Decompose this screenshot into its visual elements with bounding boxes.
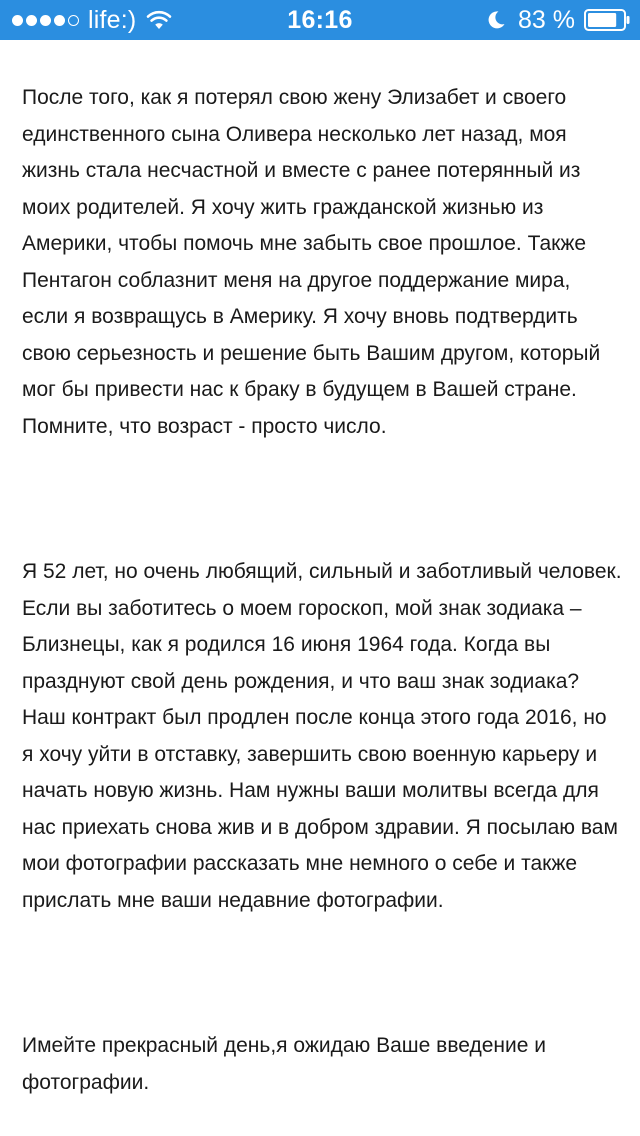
battery-icon bbox=[584, 9, 630, 31]
status-right bbox=[486, 0, 630, 40]
message-paragraph: После того, как я потерял свою жену Элизабет и своего единственного сына Оливера несколько лет назад, моя жизнь стала несчастной и вместе с ранее потерянный из моих родителей. Я хочу жить гражданской жизнью из Америки, чтобы помочь мне забыть свое прошлое. Также Пентагон соблазнит меня на другое поддержание мира, если я возвращусь в Америку. Я хочу вновь подтвердить свою серьезность и решение быть Вашим другом, который мог бы привести нас к браку в будущем в Вашей стране. Помните, что возраст - просто число. bbox=[22, 86, 601, 438]
do-not-disturb-moon-icon bbox=[486, 10, 506, 30]
status-time: 16:16 bbox=[287, 6, 353, 34]
message-paragraph: Имейте прекрасный день,я ожидаю Ваше введение и фотографии. bbox=[22, 1034, 546, 1094]
carrier-name: life:) bbox=[88, 5, 137, 34]
battery-percent: 83 % bbox=[518, 5, 575, 34]
message-body bbox=[22, 80, 622, 1101]
status-bar bbox=[0, 0, 640, 40]
message-paragraph: Я 52 лет, но очень любящий, сильный и заботливый человек. Если вы заботитесь о моем гороскоп, мой знак зодиака – Близнецы, как я родился 16 июня 1964 года. Когда вы празднуют свой день рождения, и что ваш знак зодиака? Наш контракт был продлен после конца этого года 2016, но я хочу уйти в отставку, завершить свою военную карьеру и начать новую жизнь. Нам нужны ваши молитвы всегда для нас приехать снова жив и в добром здравии. Я посылаю вам мои фотографии рассказать мне немного о себе и также прислать мне ваши недавние фотографии. bbox=[22, 560, 622, 912]
